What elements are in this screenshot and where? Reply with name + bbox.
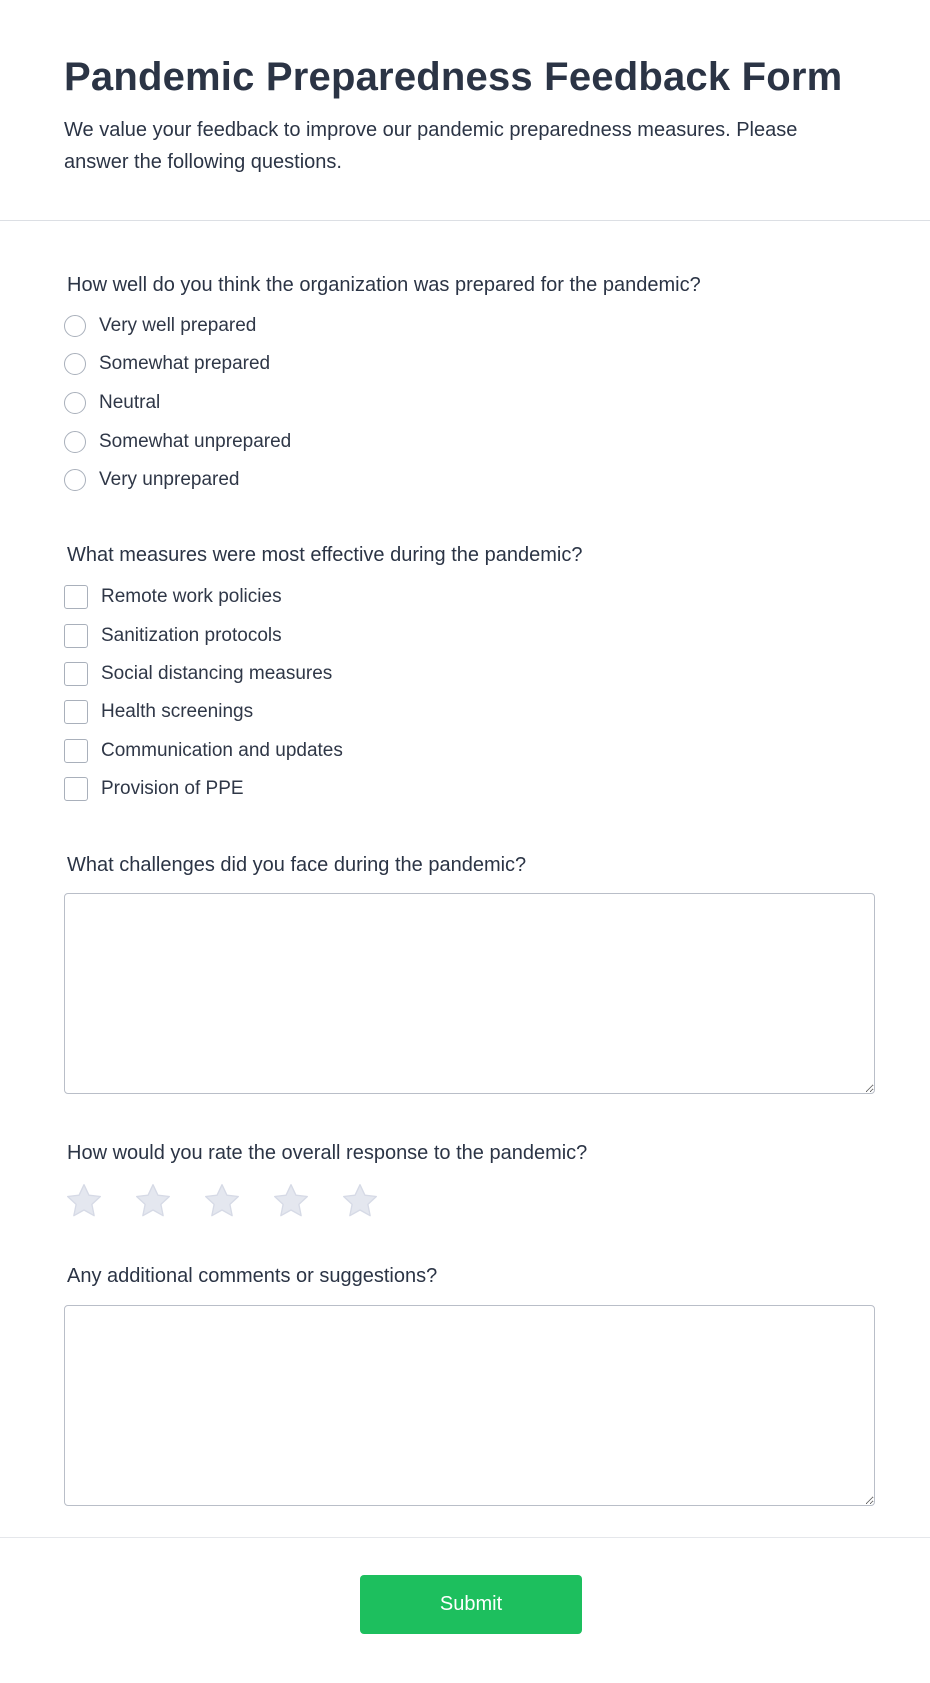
radio-option-somewhat-prepared[interactable] [64, 351, 270, 377]
checkbox[interactable] [64, 700, 88, 724]
checkbox-option-sanitization[interactable] [64, 623, 282, 649]
radio-option-very-unprepared[interactable] [64, 467, 240, 493]
challenges-textarea[interactable] [64, 893, 875, 1094]
option-label: Very well prepared [99, 315, 257, 336]
checkbox-option-social-distancing[interactable] [64, 661, 332, 687]
option-label: Health screenings [101, 701, 254, 722]
radio-button[interactable] [64, 469, 86, 491]
radio-button[interactable] [64, 431, 86, 453]
checkbox-option-ppe[interactable] [64, 776, 244, 802]
option-label: Provision of PPE [101, 778, 244, 799]
star-icon[interactable] [64, 1181, 104, 1221]
option-label: Neutral [99, 392, 161, 413]
option-label: Somewhat prepared [99, 353, 271, 374]
star-icon[interactable] [133, 1181, 173, 1221]
checkbox-option-communication[interactable] [64, 738, 343, 764]
radio-option-very-well-prepared[interactable] [64, 313, 256, 339]
question-rating-label: How would you rate the overall response to the pandemic? [67, 1142, 588, 1164]
page-title: Pandemic Preparedness Feedback Form [64, 55, 843, 99]
option-label: Remote work policies [101, 586, 282, 607]
form-header [0, 0, 930, 221]
comments-textarea[interactable] [64, 1305, 875, 1506]
star-rating[interactable] [64, 1181, 409, 1221]
question-effective-measures-label: What measures were most effective during the pandemic? [67, 544, 583, 566]
checkbox[interactable] [64, 777, 88, 801]
checkbox[interactable] [64, 624, 88, 648]
star-icon[interactable] [271, 1181, 311, 1221]
question-challenges-label: What challenges did you face during the pandemic? [67, 854, 527, 876]
checkbox-option-health-screenings[interactable] [64, 699, 253, 725]
question-comments-label: Any additional comments or suggestions? [67, 1265, 438, 1287]
checkbox[interactable] [64, 662, 88, 686]
option-label: Communication and updates [101, 740, 343, 761]
footer-divider [0, 1537, 930, 1538]
checkbox[interactable] [64, 739, 88, 763]
radio-option-somewhat-unprepared[interactable] [64, 429, 291, 455]
radio-button[interactable] [64, 392, 86, 414]
star-icon[interactable] [340, 1181, 380, 1221]
option-label: Social distancing measures [101, 663, 333, 684]
radio-option-neutral[interactable] [64, 390, 160, 416]
checkbox-option-remote-work[interactable] [64, 584, 282, 610]
submit-button[interactable]: Submit [360, 1575, 582, 1634]
form-description: We value your feedback to improve our pandemic preparedness measures. Please answer the following questions. [64, 119, 798, 173]
radio-button[interactable] [64, 315, 86, 337]
radio-button[interactable] [64, 353, 86, 375]
option-label: Very unprepared [99, 469, 240, 490]
option-label: Sanitization protocols [101, 625, 282, 646]
star-icon[interactable] [202, 1181, 242, 1221]
checkbox[interactable] [64, 585, 88, 609]
option-label: Somewhat unprepared [99, 431, 292, 452]
question-preparedness-label: How well do you think the organization was prepared for the pandemic? [67, 274, 701, 296]
